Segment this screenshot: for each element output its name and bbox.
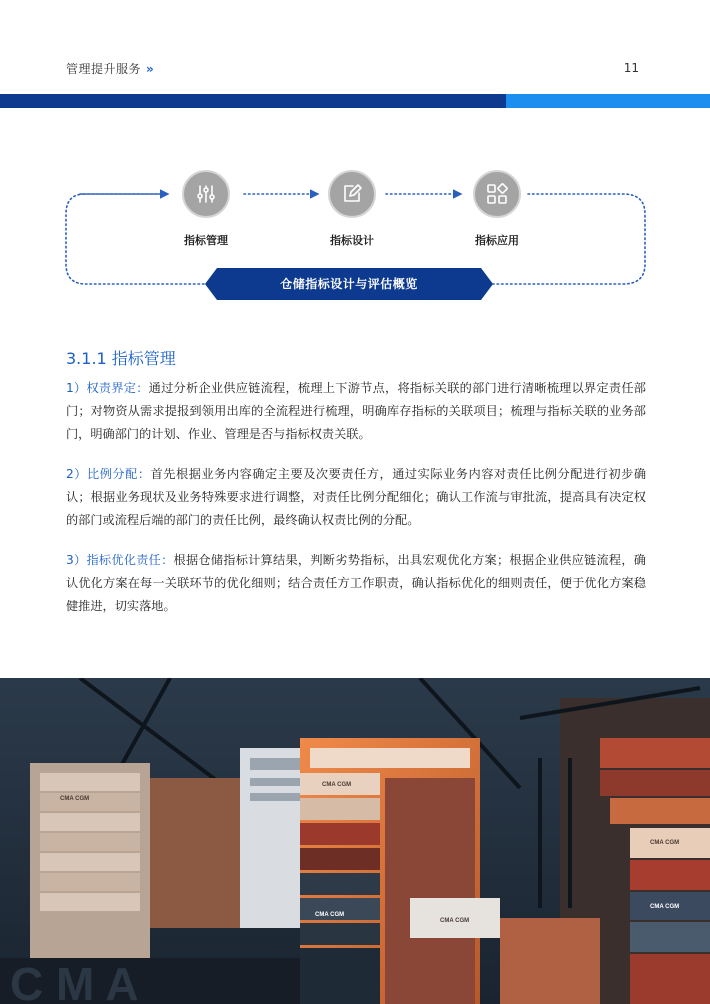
flow-node-metric-management (156, 170, 256, 248)
paragraph-ratio-allocation (66, 463, 646, 532)
apps-icon (485, 182, 509, 206)
header-section-title (66, 60, 154, 77)
svg-text:CMA CGM: CMA CGM (322, 782, 352, 788)
flow-diagram (0, 160, 710, 310)
flow-node-label: 指标应用 (475, 234, 519, 247)
flow-node-metric-application (447, 170, 547, 248)
section-heading: 3.1.1 指标管理 (66, 349, 176, 368)
flow-node-metric-design (302, 170, 402, 248)
paragraph-body: 通过分析企业供应链流程，梳理上下游节点，将指标关联的部门进行清晰梳理以界定责任部门；对物资从需求提报到领用出库的全流程进行梳理，明确库存指标的关联项目；梳理与指标关联的业务部门，明确部门的计划、作业、管理是否与指标权责关联。 (66, 381, 646, 441)
svg-text:CMA CGM: CMA CGM (650, 840, 680, 846)
sliders-icon (194, 182, 218, 206)
svg-text:CMA CGM: CMA CGM (315, 912, 345, 918)
edit-icon (340, 182, 364, 206)
paragraph-responsibility-definition (66, 377, 646, 446)
banner-title: 仓储指标设计与评估概览 (280, 277, 418, 291)
container-port-photo (0, 678, 710, 1004)
section-name: 管理提升服务 (66, 62, 142, 76)
svg-text:C M A: C M A (10, 958, 139, 1004)
flow-node-label: 指标管理 (184, 234, 228, 247)
header-bar-light (506, 94, 710, 108)
paragraph-body: 首先根据业务内容确定主要及次要责任方，通过实际业务内容对责任比例分配进行初步确认；根据业务现状及业务特殊要求进行调整，对责任比例分配细化；确认工作流与审批流，提高具有决定权的部门或流程后端的部门的责任比例，最终确认权责比例的分配。 (66, 467, 647, 527)
overview-banner (205, 268, 493, 300)
paragraph-term: 1）权责界定： (66, 381, 149, 395)
paragraph-optimization-responsibility (66, 549, 646, 618)
svg-text:CMA CGM: CMA CGM (60, 796, 90, 802)
container-ship-illustration (0, 678, 710, 1004)
paragraph-term: 3）指标优化责任： (66, 553, 174, 567)
svg-text:CMA CGM: CMA CGM (650, 904, 680, 910)
header-bar-dark (0, 94, 506, 108)
page-number: 11 (623, 61, 639, 75)
flow-node-circle (328, 170, 376, 218)
flow-node-circle (182, 170, 230, 218)
svg-text:CMA CGM: CMA CGM (440, 918, 470, 924)
paragraph-body: 根据仓储指标计算结果，判断劣势指标，出具宏观优化方案；根据企业供应链流程，确认优化方案在每一关联环节的优化细则；结合责任方工作职责，确认指标优化的细则责任，便于优化方案稳健推进，切实落地。 (66, 553, 646, 613)
paragraph-term: 2）比例分配： (66, 467, 151, 481)
flow-node-label: 指标设计 (330, 234, 374, 247)
header-color-bar (0, 94, 710, 108)
double-chevron-icon: » (146, 62, 155, 76)
flow-node-circle (473, 170, 521, 218)
